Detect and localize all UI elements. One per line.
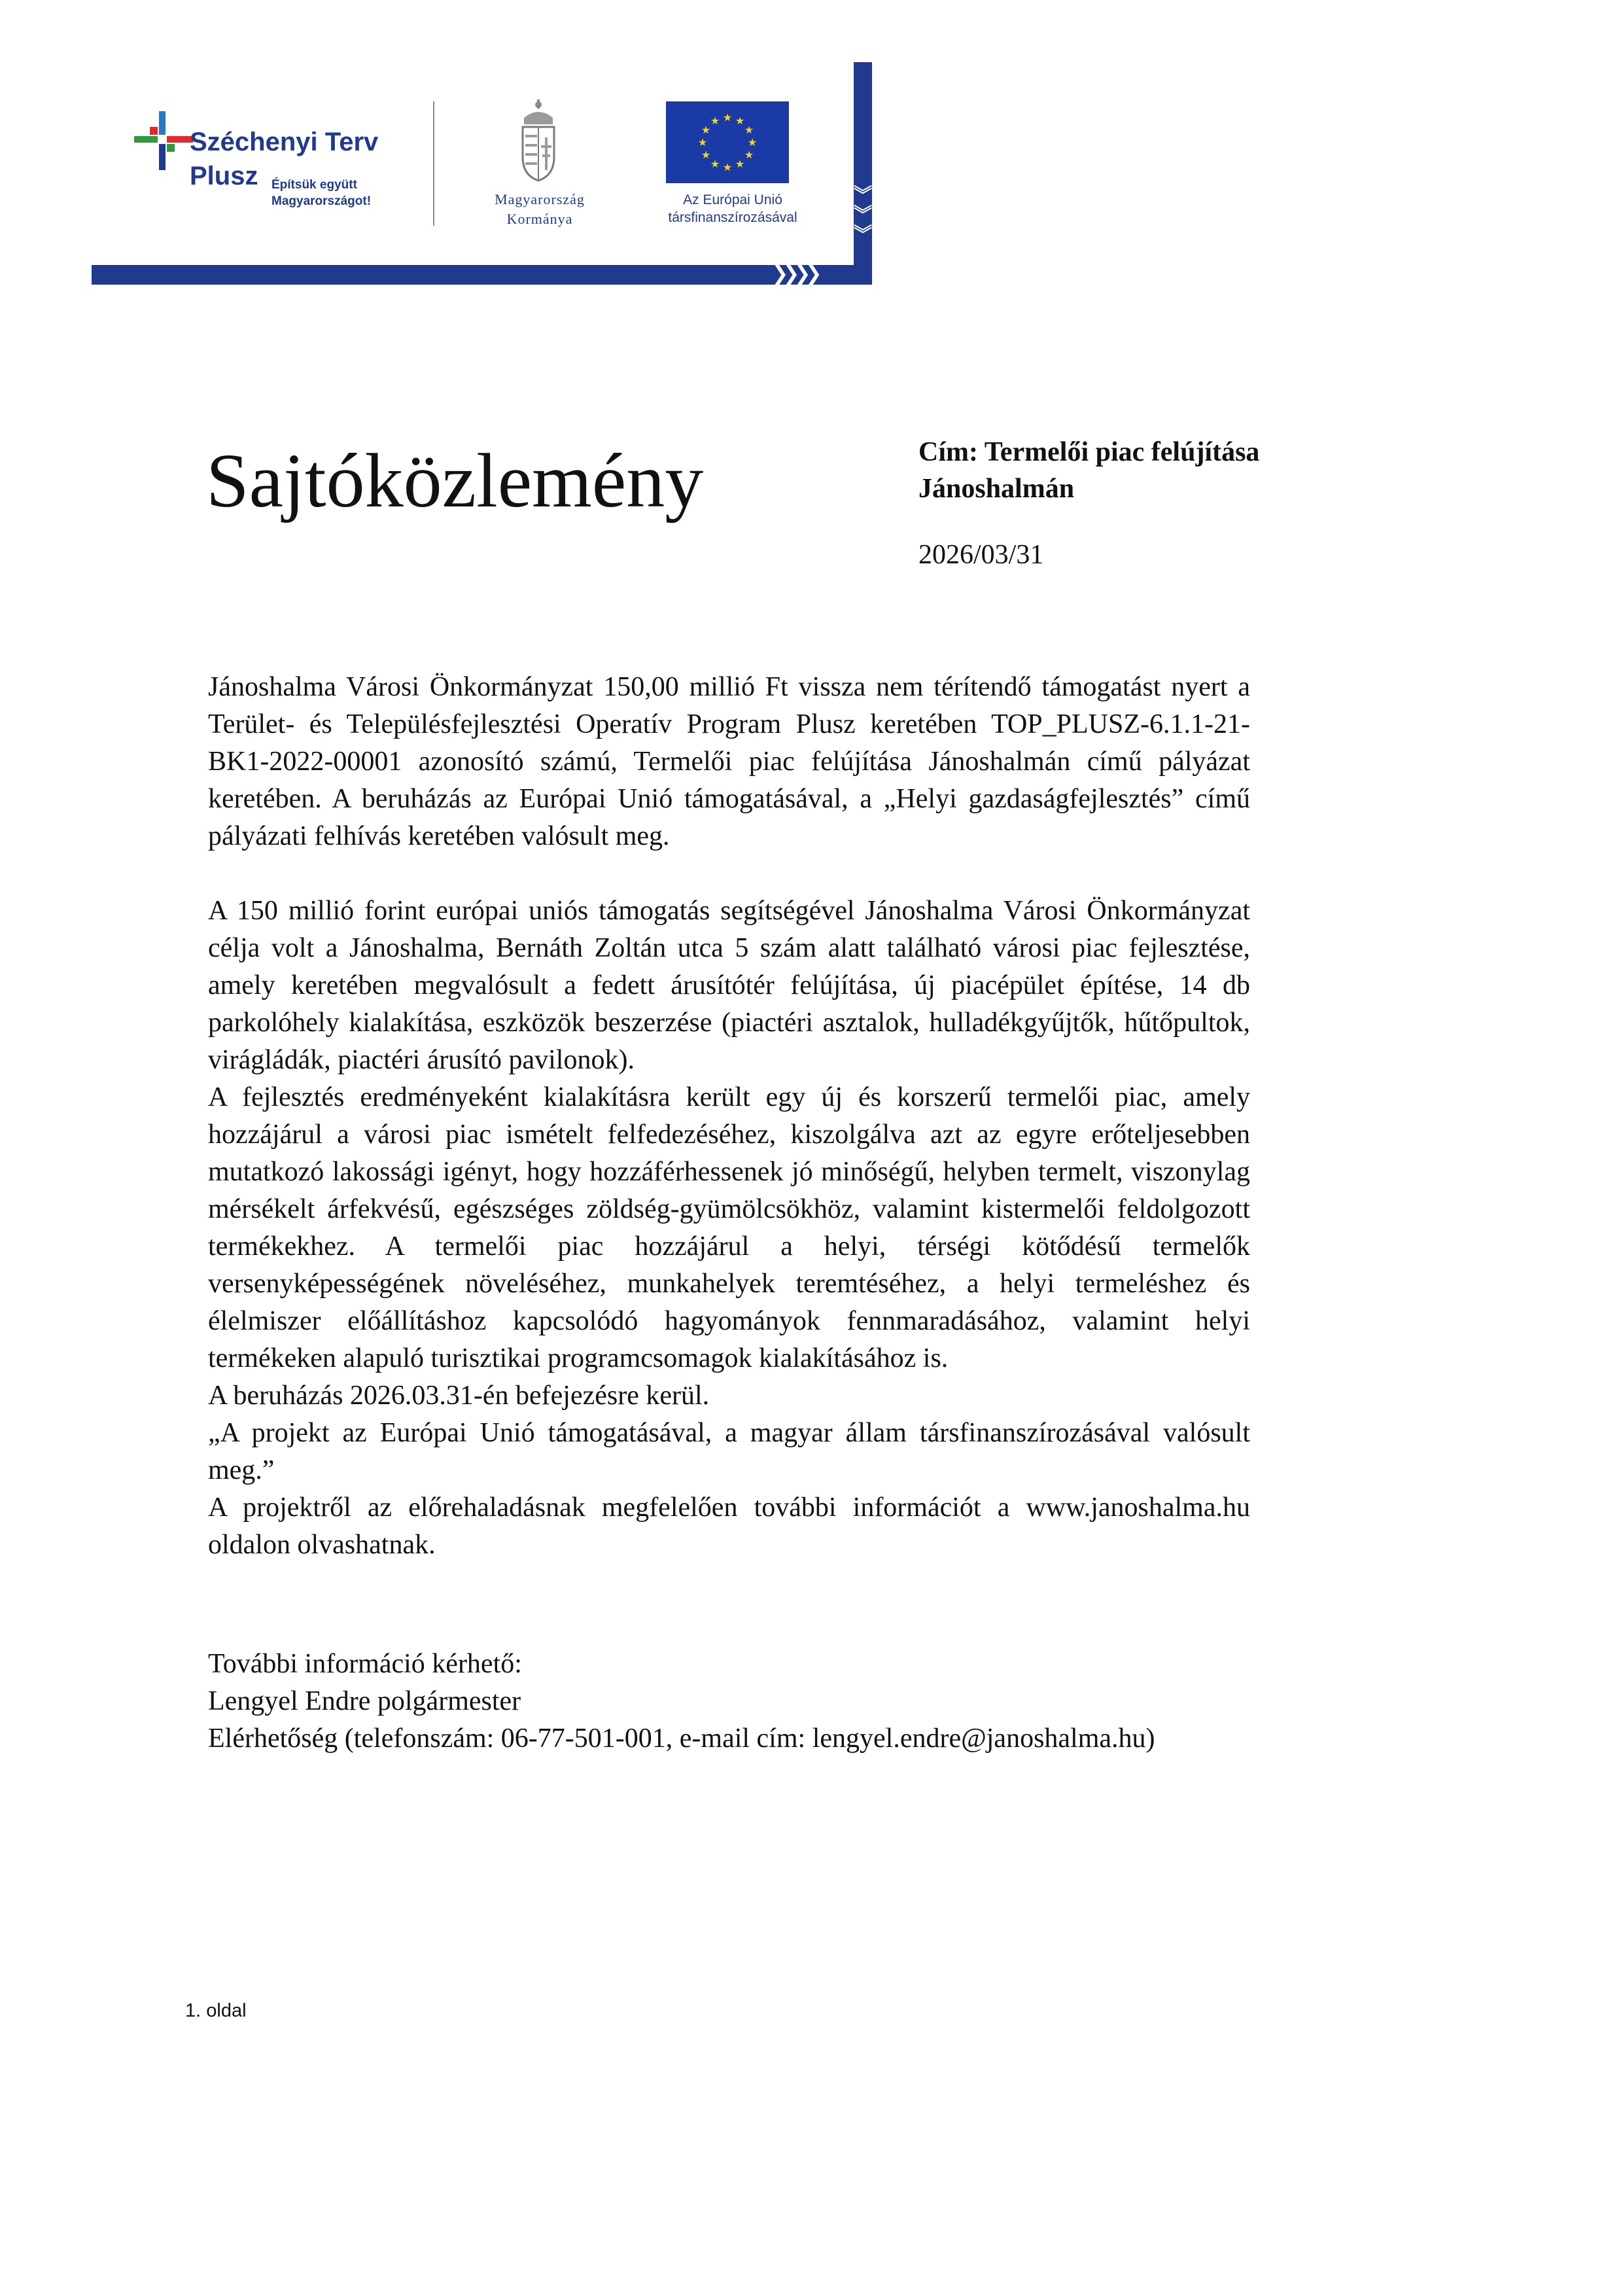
szechenyi-plus-icon	[128, 105, 200, 190]
document-date: 2026/03/31	[918, 540, 1044, 570]
eu-label-line-1: Az Európai Unió	[683, 192, 782, 207]
banner-vertical-stripe	[854, 62, 872, 285]
chevrons-horizontal-icon: ❯❯❯❯	[772, 262, 817, 285]
svg-text:★: ★	[697, 136, 708, 149]
szechenyi-tagline-line-2: Magyarországot!	[271, 194, 372, 208]
government-label-line-1: Magyarország	[495, 191, 585, 207]
banner-horizontal-stripe	[92, 262, 870, 285]
szechenyi-tagline-line-1: Építsük együtt	[271, 178, 357, 192]
header-banner	[0, 0, 1623, 301]
contact-heading: További információ kérhető:	[208, 1649, 522, 1679]
svg-text:★: ★	[710, 158, 720, 170]
svg-text:★: ★	[722, 111, 733, 124]
government-label	[458, 190, 621, 229]
svg-text:★: ★	[722, 161, 733, 173]
svg-text:★: ★	[701, 149, 711, 161]
document-subject	[918, 434, 1376, 507]
government-label-line-2: Kormánya	[506, 211, 573, 227]
body-paragraph: Jánoshalma Városi Önkormányzat 150,00 millió Ft vissza nem térítendő támogatást nyert a Terület- és Településfejlesztési Operatív Program Plusz keretében TOP_PLUSZ-6.1.1-21-BK1-2022-00001 azonosító számú, Termelői piac felújítása Jánoshalmán című pályázat keretében. A beruházás az Európai Unió támogatásával, a „Helyi gazdaságfejlesztés” című pályázati felhívás keretében valósult meg.	[208, 672, 1250, 851]
eu-flag-icon	[666, 101, 789, 183]
szechenyi-plusz: Plusz	[190, 162, 258, 190]
subject-line-1: Cím: Termelői piac felújítása	[918, 437, 1260, 467]
eu-label	[644, 191, 821, 226]
svg-text:★: ★	[701, 124, 711, 136]
eu-label-line-2: társfinanszírozásával	[668, 210, 797, 225]
press-release-body	[208, 669, 1250, 1564]
body-paragraph: A 150 millió forint európai uniós támogatás segítségével Jánoshalma Városi Önkormányzat célja volt a Jánoshalma, Bernáth Zoltán utca 5 szám alatt található városi piac fejlesztése, amely keretében megvalósult a fedett árusítótér felújítása, új piacépület építése, 14 db parkolóhely kialakítása, eszközök beszerzése (piactéri asztalok, hulladékgyűjtők, hűtőpultok, virágládák, piactéri árusító pavilonok).	[208, 896, 1250, 1075]
szechenyi-title: Széchenyi Terv	[190, 128, 379, 156]
contact-block	[208, 1646, 1287, 1757]
body-paragraph: A projektről az előrehaladásnak megfelelően további információt a www.janoshalma.hu oldalon olvashatnak.	[208, 1492, 1250, 1560]
body-paragraph: A fejlesztés eredményeként kialakításra került egy új és korszerű termelői piac, amely hozzájárul a városi piac ismételt felfedezéséhez, kiszolgálva azt az egyre erőteljesebben mutatkozó lakossági igényt, hogy hozzáférhessenek jó minőségű, helyben termelt, viszonylag mérsékelt árfekvésű, egészséges zöldség-gyümölcsökhöz, valamint kistermelői feldolgozott termékekhez. A termelői piac hozzájárul a helyi, térségi kötődésű termelők versenyképességének növeléséhez, munkahelyek teremtéséhez, a helyi termeléshez és élelmiszer előállításhoz kapcsolódó hagyományok fennmaradásához, valamint helyi termékeken alapuló turisztikai programcsomagok kialakításához is.	[208, 1082, 1250, 1373]
svg-text:★: ★	[710, 115, 720, 127]
hungarian-crest-icon	[519, 98, 558, 183]
szechenyi-tagline	[271, 177, 422, 209]
body-paragraph: „A projekt az Európai Unió támogatásával, a magyar állam társfinanszírozásával valósult meg.”	[208, 1418, 1250, 1485]
chevron-down-icon: ︾	[853, 223, 872, 245]
contact-name: Lengyel Endre polgármester	[208, 1686, 521, 1716]
eu-stars-icon	[666, 101, 789, 183]
document-title: Sajtóközlemény	[206, 438, 704, 523]
logo-divider	[433, 101, 434, 226]
chevron-down-icon: ︾	[853, 203, 872, 225]
svg-text:★: ★	[747, 136, 758, 149]
page-number: 1. oldal	[185, 2000, 247, 2021]
chevron-down-icon: ︾	[853, 184, 872, 205]
svg-text:★: ★	[744, 149, 754, 161]
subject-line-2: Jánoshalmán	[918, 474, 1075, 504]
contact-details: Elérhetőség (telefonszám: 06-77-501-001, e-mail cím: lengyel.endre@janoshalma.hu)	[208, 1723, 1155, 1754]
body-paragraph: A beruházás 2026.03.31-én befejezésre kerül.	[208, 1381, 710, 1411]
svg-text:★: ★	[735, 115, 745, 127]
svg-text:★: ★	[744, 124, 754, 136]
svg-text:★: ★	[735, 158, 745, 170]
